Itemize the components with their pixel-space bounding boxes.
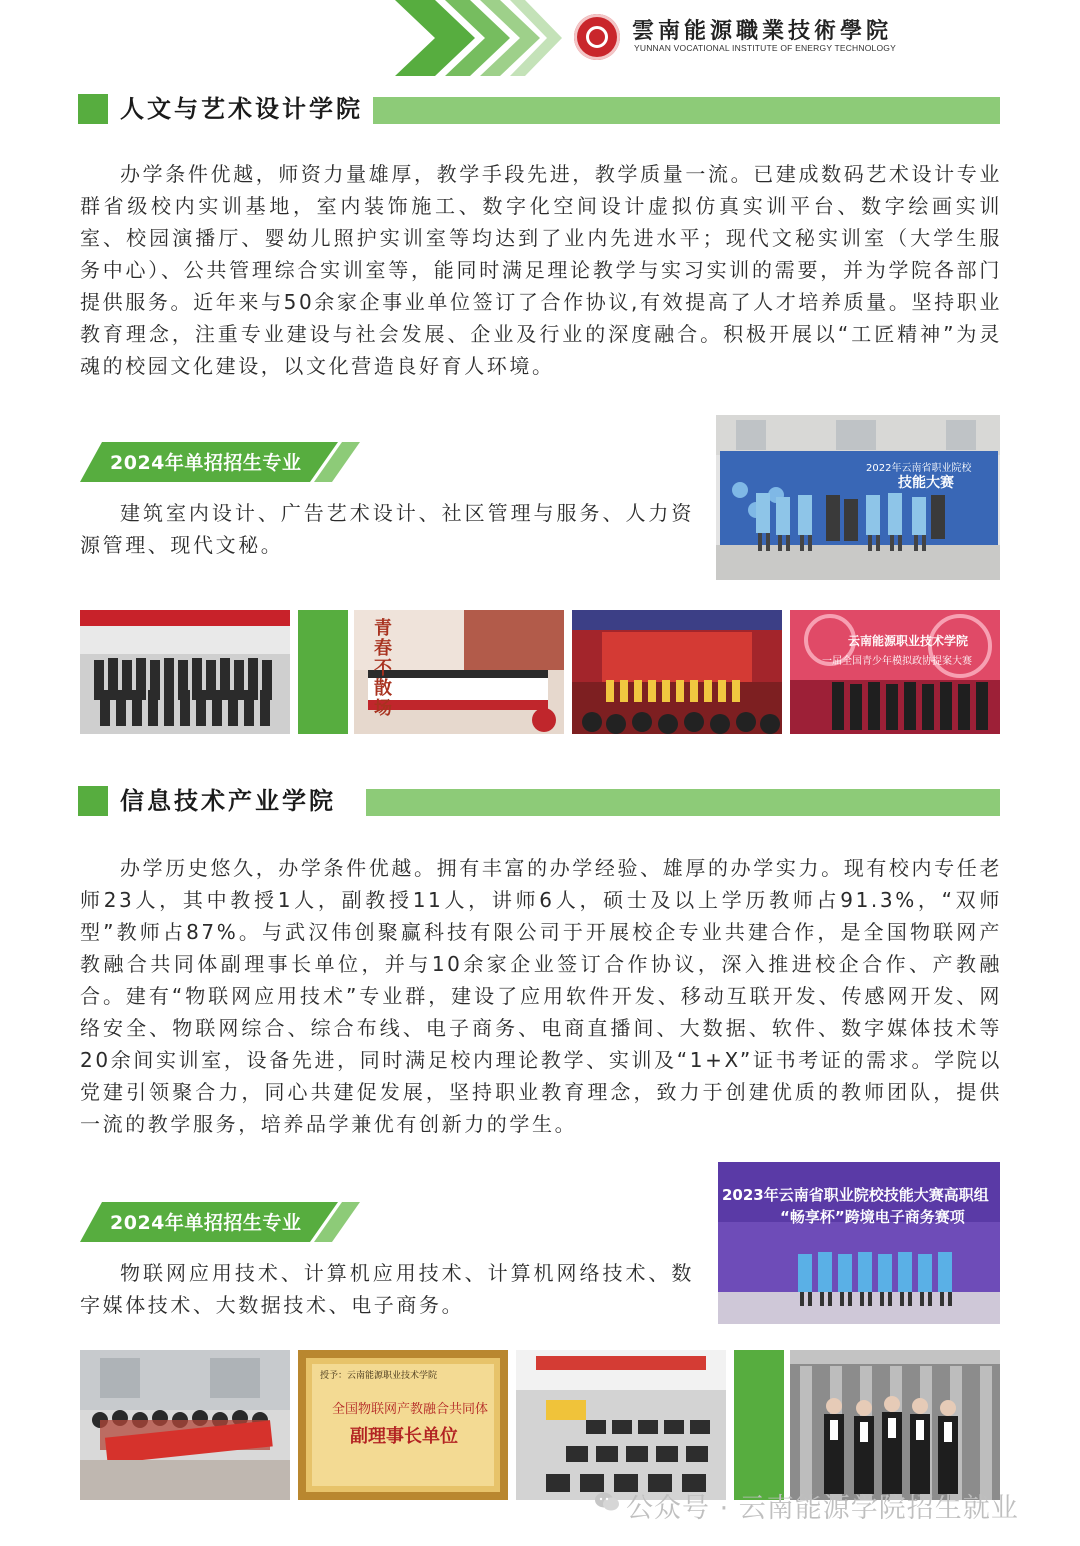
contest-photo [716,415,1000,580]
youth-photo [354,610,564,734]
majors-banner-it [80,1200,370,1244]
section-title: 人文与艺术设计学院 [120,92,373,126]
section-intro-it: 办学历史悠久，办学条件优越。拥有丰富的办学经验、雄厚的办学实力。现有校内专任老师23人，其中教授1人，副教授11人，讲师6人，硕士及以上学历教师占91.3%，“双师型”教师占87%。与武汉伟创聚赢科技有限公司于开展校企专业共建合作，是全国物联网产教融合共同体副理事长单位，并与10余家企业签订合作协议，深入推进校企合作、产教融合。建有“物联网应用技术”专业群，建设了应用软件开发、移动互联开发、传感网开发、网络安全、物联网综合、综合布线、电子商务、电商直播间、大数据、软件、数字媒体技术等20余间实训室，设备先进，同时满足校内理论教学、实训及“1+X”证书考证的需求。学院以党建引领聚合力，同心共建促发展，坚持职业教育理念，致力于创建优质的教师团队，提供一流的教学服务，培养品学兼优有创新力的学生。 [80,856,1002,1136]
section-marker [78,94,108,124]
section-header-arts [78,94,1000,124]
section-header-it [78,786,1000,816]
section-title: 信息技术产业学院 [120,784,346,818]
section-marker [78,786,108,816]
ecommerce-sign-line1: 2023年云南省职业院校技能大赛高职组 [722,1186,989,1204]
contest-sign-big: 技能大赛 [898,475,954,491]
contest-sign-title: 2022年云南省职业院校 [866,463,972,474]
section-bar [366,789,1000,816]
plaque-grant-text: 授予：云南能源职业技术学院 [320,1371,438,1381]
section-bar [366,97,1000,124]
school-name-cn: 雲南能源職業技術學院 [632,18,893,44]
policy-sign-line1: 云南能源职业技术学院 [848,634,969,648]
wechat-icon [594,1491,620,1513]
teachers-banner-photo [80,1350,290,1500]
green-divider [298,610,348,734]
majors-list-it: 物联网应用技术、计算机应用技术、计算机网络技术、数字媒体技术、大数据技术、电子商务。 [80,1261,694,1317]
policy-contest-photo [790,610,1000,734]
plaque-line2: 副理事长单位 [350,1426,458,1447]
stage-photo [572,610,782,734]
certificate-plaque-photo [298,1350,508,1500]
watermark-text: 公众号 · 云南能源学院招生就业 [626,1493,1019,1524]
ecommerce-contest-photo [718,1162,1000,1324]
policy-sign-line2: 一届全国青少年模拟政协提案大赛 [822,656,972,667]
computer-lab-photo [516,1350,726,1500]
ecommerce-sign-line2: “畅享杯”跨境电子商务赛项 [780,1208,965,1226]
majors-banner-arts [80,440,370,484]
plaque-line1: 全国物联网产教融合共同体 [332,1402,489,1417]
school-logo [574,14,620,60]
green-divider [734,1350,784,1500]
school-name-en: YUNNAN VOCATIONAL INSTITUTE OF ENERGY TECHNOLOGY [634,43,896,53]
majors-list-arts: 建筑室内设计、广告艺术设计、社区管理与服务、人力资源管理、现代文秘。 [80,501,694,557]
header-decoration [0,0,1080,80]
section-intro-arts: 办学条件优越，师资力量雄厚，教学手段先进，教学质量一流。已建成数码艺术设计专业群省级校内实训基地，室内装饰施工、数字化空间设计虚拟仿真实训平台、数字绘画实训室、校园演播厅、婴幼儿照护实训室等均达到了业内先进水平；现代文秘实训室（大学生服务中心）、公共管理综合实训室等，能同时满足理论教学与实习实训的需要，并为学院各部门提供服务。近年来与50余家企事业单位签订了合作协议,有效提高了人才培养质量。坚持职业教育理念，注重专业建设与社会发展、企业及行业的深度融合。积极开展以“工匠精神”为灵魂的校园文化建设，以文化营造良好育人环境。 [80,162,1002,378]
group-photo-formal [80,610,290,734]
banner-label: 2024年单招招生专业 [110,452,302,474]
banner-label: 2024年单招招生专业 [110,1212,302,1234]
students-suits-photo [790,1350,1000,1500]
youth-text: 青春不散场 [371,618,392,718]
